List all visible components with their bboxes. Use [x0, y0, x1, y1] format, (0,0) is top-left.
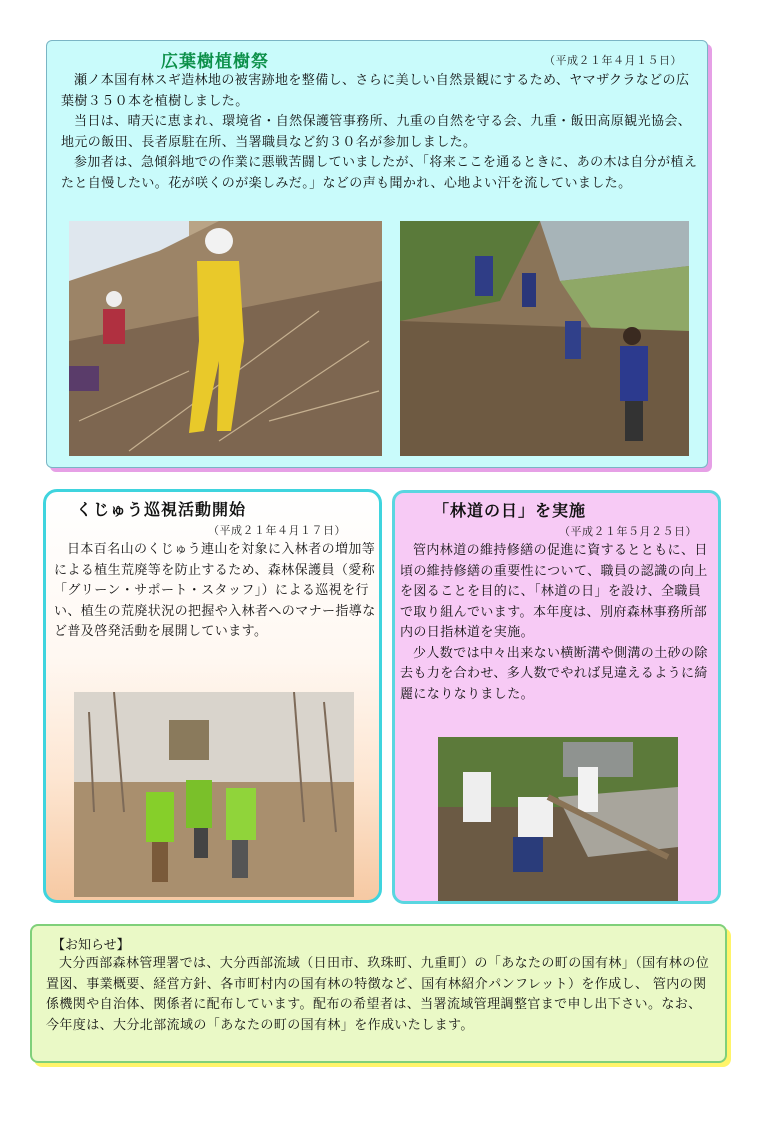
notice-body [46, 954, 714, 1036]
notice-heading: 【お知らせ】 [52, 938, 130, 953]
paragraph: 参加者は、急傾斜地での作業に悪戦苦闘していましたが、「将来ここを通るときに、あの木は自分が植えたと自慢したい。花が咲くのが楽しみだ。」などの声も聞かれ、心地よい汗を流していました。 [61, 155, 698, 191]
section-body [61, 71, 699, 194]
section-title: 「林道の日」を実施 [433, 501, 587, 520]
paragraph: 少人数では中々出来ない横断溝や側溝の土砂の除去も力を合わせ、多人数でやれば見違えるように綺麗になりなりました。 [400, 645, 708, 702]
paragraph: 当日は、晴天に恵まれ、環境省・自然保護管事務所、九重の自然を守る会、九重・飯田高原観光協会、地元の飯田、長者原駐在所、当署職員など約３０名が参加しました。 [61, 114, 692, 150]
forest-road-day-panel [392, 490, 721, 904]
section-date: （平成２１年５月２５日） [559, 525, 697, 538]
section-body [54, 540, 376, 643]
paragraph: 大分西部森林管理署では、大分西部流域（日田市、玖珠町、九重町）の「あなたの町の国有林」（国有林の位置図、事業概要、経営方針、各市町村内の国有林の特徴など、国有林紹介パンフレット）を作成し、 管内の関係機関や自治体、関係者に配布しています。配布の希望者は、当署流域管理調整官まで申し出下さい。なお、今年度は、大分北部流域の「あなたの町の国有林」を作成いたします。 [46, 956, 710, 1033]
tree-planting-panel [46, 40, 708, 468]
paragraph: 管内林道の維持修繕の促進に資するとともに、日頃の維持修繕の重要性について、職員の認識の向上を図ることを目的に、「林道の日」を設け、全職員で取り組んでいます。本年度は、別府森林事務所部内の日指林道を実施。 [400, 543, 708, 640]
planting-photo-left [69, 221, 382, 456]
section-title: くじゅう巡視活動開始 [76, 500, 247, 519]
paragraph: 日本百名山のくじゅう連山を対象に入林者の増加等による植生荒廃等を防止するため、森林保護員（愛称「グリーン・サポート・スタッフ」）による巡視を行い、植生の荒廃状況の把握や入林者へのマナー指導など普及啓発活動を展開しています。 [54, 542, 376, 639]
notice-panel [30, 924, 727, 1063]
section-body [400, 541, 714, 705]
section-date: （平成２１年４月１７日） [208, 524, 346, 537]
planting-photo-right [400, 221, 689, 456]
patrol-photo [74, 692, 354, 897]
section-date: （平成２１年４月１５日） [544, 54, 682, 67]
road-work-photo [438, 737, 678, 901]
section-title: 広葉樹植樹祭 [161, 52, 269, 72]
patrol-panel [43, 489, 382, 903]
paragraph: 瀬ノ本国有林スギ造林地の被害跡地を整備し、さらに美しい自然景観にするため、ヤマザクラなどの広葉樹３５０本を植樹しました。 [61, 73, 690, 109]
